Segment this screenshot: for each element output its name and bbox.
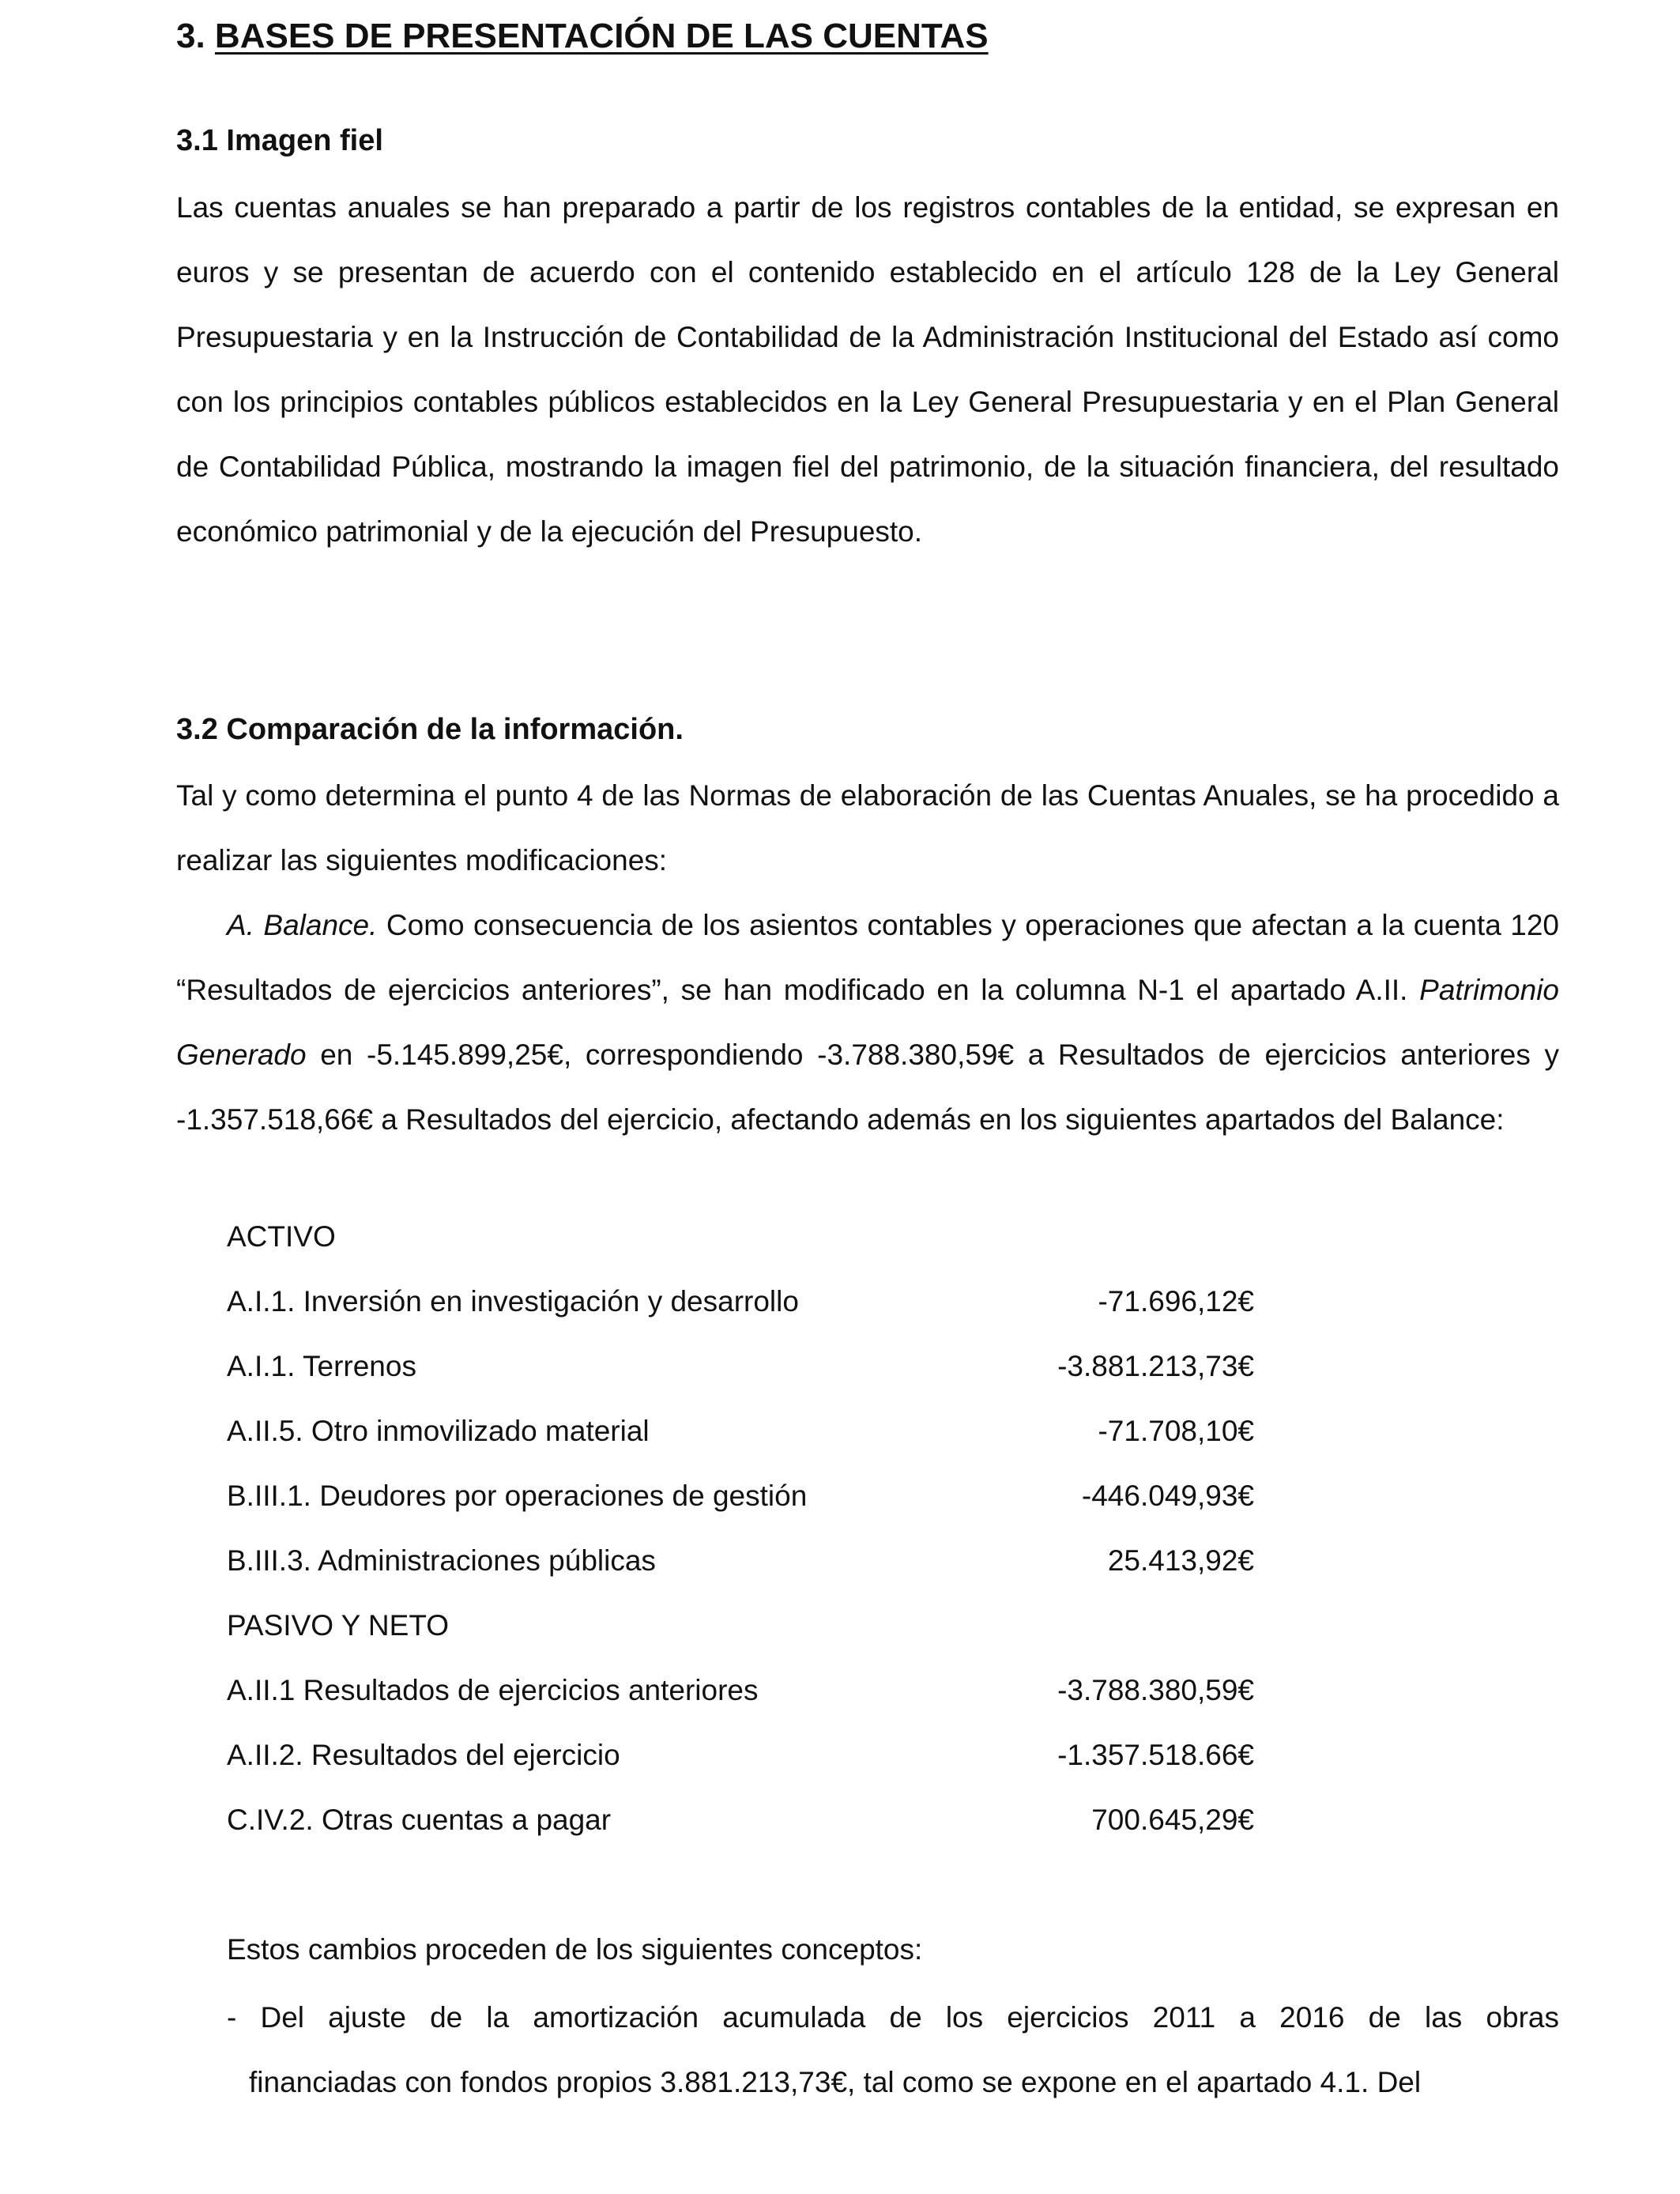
row-label: A.II.2. Resultados del ejercicio xyxy=(227,1739,620,1771)
row-label: A.I.1. Terrenos xyxy=(227,1350,416,1382)
table-row xyxy=(227,1347,1254,1386)
section-title: BASES DE PRESENTACIÓN DE LAS CUENTAS xyxy=(214,17,989,55)
balance-label: A. Balance. xyxy=(227,909,378,941)
row-value: -3.788.380,59€ xyxy=(1057,1674,1254,1706)
row-value: -71.696,12€ xyxy=(1098,1285,1254,1318)
table-row xyxy=(227,1671,1254,1710)
row-label: C.IV.2. Otras cuentas a pagar xyxy=(227,1804,612,1836)
list-item-line-2: financiadas con fondos propios 3.881.213,73€, tal como se expone en el apartado 4.1. Del xyxy=(249,2066,1422,2098)
row-value: -1.357.518.66€ xyxy=(1057,1739,1254,1771)
row-value: -3.881.213,73€ xyxy=(1057,1350,1254,1382)
row-value: 25.413,92€ xyxy=(1107,1544,1254,1577)
conceptos-intro: Estos cambios proceden de los siguientes conceptos: xyxy=(227,1933,923,1966)
table-row xyxy=(227,1541,1254,1581)
subsection-title-3-1: 3.1 Imagen fiel xyxy=(176,124,383,157)
row-label: A.II.5. Otro inmovilizado material xyxy=(227,1415,650,1447)
table-row xyxy=(227,1282,1254,1321)
row-value: 700.645,29€ xyxy=(1091,1804,1254,1836)
list-item-line-1: - Del ajuste de la amortización acumulada de los ejercicios 2011 a 2016 de las obras xyxy=(227,2001,1559,2034)
table-section-header-pasivo: PASIVO Y NETO xyxy=(227,1609,450,1642)
paragraph-balance xyxy=(176,893,1559,1152)
list-item xyxy=(227,1985,1559,2115)
row-label: B.III.1. Deudores por operaciones de gestión xyxy=(227,1480,808,1512)
subsection-title-3-2: 3.2 Comparación de la información. xyxy=(176,713,684,746)
page-title xyxy=(176,13,989,60)
row-label: B.III.3. Administraciones públicas xyxy=(227,1544,656,1577)
table-section-header-activo: ACTIVO xyxy=(227,1220,336,1253)
balance-text-part-2: en -5.145.899,25€, correspondiendo -3.788.380,59€ a Resultados de ejercicios anteriores y -1.357.518,66€ a Resultados del ejercicio, afectando además en los siguientes apartados del Balance: xyxy=(176,1039,1559,1136)
row-label: A.I.1. Inversión en investigación y desarrollo xyxy=(227,1285,799,1318)
paragraph-comparacion-intro: Tal y como determina el punto 4 de las Normas de elaboración de las Cuentas Anuales, se ha procedido a realizar las siguientes modificaciones: xyxy=(176,779,1559,876)
balance-text-part-1: Como consecuencia de los asientos contables y operaciones que afectan a la cuenta 120 “Resultados de ejercicios anteriores”, se han modificado en la columna N-1 el apartado A.II. xyxy=(176,909,1559,1006)
row-label: A.II.1 Resultados de ejercicios anteriores xyxy=(227,1674,759,1706)
row-value: -71.708,10€ xyxy=(1098,1415,1254,1447)
paragraph-imagen-fiel: Las cuentas anuales se han preparado a partir de los registros contables de la entidad, se expresan en euros y se presentan de acuerdo con el contenido establecido en el artículo 128 de la Ley General Presupuestaria y en la Instrucción de Contabilidad de la Administración Institucional del Estado así como con los principios contables públicos establecidos en la Ley General Presupuestaria y en el Plan General de Contabilidad Pública, mostrando la imagen fiel del patrimonio, de la situación financiera, del resultado económico patrimonial y de la ejecución del Presupuesto. xyxy=(176,191,1559,548)
balance-italic-term: Patrimonio Generado xyxy=(176,974,1559,1071)
table-row xyxy=(227,1800,1254,1840)
row-value: -446.049,93€ xyxy=(1081,1480,1254,1512)
section-number: 3. xyxy=(176,17,215,55)
table-row xyxy=(227,1476,1254,1516)
table-row xyxy=(227,1412,1254,1451)
table-row xyxy=(227,1736,1254,1775)
